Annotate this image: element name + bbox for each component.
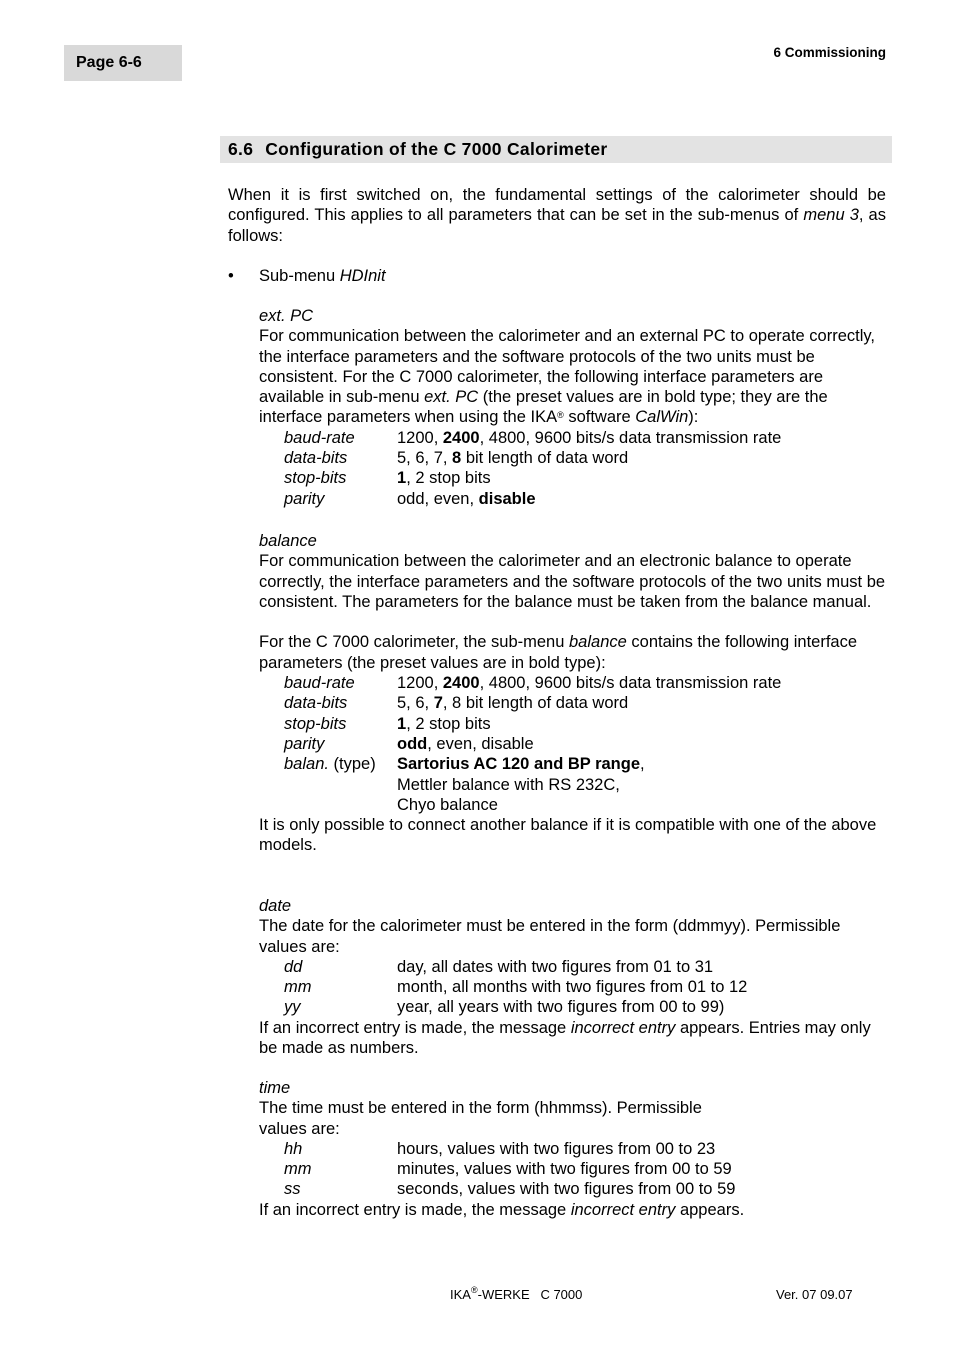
param-key: ss xyxy=(284,1180,301,1199)
footer-version: Ver. 07 09.07 xyxy=(776,1287,853,1302)
ext-pc-ref: ext. PC xyxy=(424,388,479,407)
param-key: mm xyxy=(284,1160,312,1179)
section-heading xyxy=(220,136,892,163)
ext-pc-paragraph xyxy=(259,326,889,427)
date-paragraph: The date for the calorimeter must be entered in the form (ddmmyy). Permissible values are: xyxy=(259,917,841,956)
param-value: Sartorius AC 120 and BP range, xyxy=(397,755,645,774)
param-key: data-bits xyxy=(284,694,348,713)
balance-note: It is only possible to connect another balance if it is compatible with one of the above models. xyxy=(259,816,877,855)
param-value: Chyo balance xyxy=(397,795,498,814)
param-row xyxy=(259,997,889,1017)
balance-type-row xyxy=(259,754,889,774)
param-row xyxy=(259,1139,889,1159)
param-value: 5, 6, 7, 8 bit length of data word xyxy=(397,449,629,468)
ext-pc-text-4: ): xyxy=(688,408,699,427)
param-row xyxy=(259,489,889,509)
param-value: 1, 2 stop bits xyxy=(397,714,491,733)
section-number: 6.6 xyxy=(228,139,254,159)
section-title: Configuration of the C 7000 Calorimeter xyxy=(265,139,608,159)
time-heading: time xyxy=(259,1079,291,1097)
bullet-icon: • xyxy=(228,267,234,285)
balance-text: For the C 7000 calorimeter, the sub-menu xyxy=(259,633,569,652)
param-key: yy xyxy=(284,998,301,1017)
param-key: balan. (type) xyxy=(284,755,376,774)
param-value: odd, even, disable xyxy=(397,734,534,753)
param-value: day, all dates with two figures from 01 to 31 xyxy=(397,957,714,976)
balance-type-row xyxy=(259,775,889,795)
param-key: parity xyxy=(284,734,325,753)
date-heading: date xyxy=(259,897,292,915)
param-value: hours, values with two figures from 00 to 23 xyxy=(397,1139,716,1158)
param-value: 1, 2 stop bits xyxy=(397,469,491,488)
registered-mark: ® xyxy=(557,410,564,421)
param-value: 5, 6, 7, 8 bit length of data word xyxy=(397,694,629,713)
param-value: Mettler balance with RS 232C, xyxy=(397,775,620,794)
param-value: month, all months with two figures from 01 to 12 xyxy=(397,978,748,997)
param-row xyxy=(259,448,889,468)
param-value: 1200, 2400, 4800, 9600 bits/s data transmission rate xyxy=(397,428,782,447)
balance-heading: balance xyxy=(259,532,317,550)
param-value: odd, even, disable xyxy=(397,489,536,508)
intro-text: When it is first switched on, the fundamental settings of the calorimeter should be configured. This applies to all parameters that can be set in the sub-menus of xyxy=(228,186,886,225)
balance-paragraph: For communication between the calorimeter and an electronic balance to operate correctly, the interface parameters and the software protocols of the two units must be consistent. The parameters for the balance must be taken from the balance manual. xyxy=(259,552,886,611)
balance-section xyxy=(259,531,889,856)
param-key: dd xyxy=(284,957,303,976)
time-paragraph-line-2: values are: xyxy=(259,1119,340,1138)
param-value: minutes, values with two figures from 00 to 59 xyxy=(397,1160,732,1179)
param-value: 1200, 2400, 4800, 9600 bits/s data transmission rate xyxy=(397,674,782,693)
param-key: stop-bits xyxy=(284,714,347,733)
param-key: baud-rate xyxy=(284,428,355,447)
balance-text-2: contains the following interface parameters (the preset values are in bold type): xyxy=(259,633,858,672)
param-row xyxy=(259,693,889,713)
param-value: seconds, values with two figures from 00 to 59 xyxy=(397,1180,736,1199)
intro-text-end: , as follows: xyxy=(228,206,886,245)
time-note: If an incorrect entry is made, the message incorrect entry appears. xyxy=(259,1200,745,1219)
param-row xyxy=(259,1159,889,1179)
balance-ref: balance xyxy=(569,633,627,652)
chapter-title: 6 Commissioning xyxy=(773,45,886,60)
software-name: CalWin xyxy=(635,408,689,427)
ext-pc-text: For communication between the calorimeter and an external PC to operate correctly, the interface parameters and the software protocols of the two units must be consistent. For the C 7000 calorimeter, the following interface parameters are available in sub-menu xyxy=(259,327,875,407)
param-row xyxy=(259,1179,889,1199)
param-row xyxy=(259,468,889,488)
param-row xyxy=(259,714,889,734)
ext-pc-text-3: software xyxy=(563,408,636,427)
submenu-name: HDInit xyxy=(339,267,386,285)
param-key: baud-rate xyxy=(284,674,355,693)
param-row xyxy=(259,957,889,977)
ext-pc-section xyxy=(259,306,889,509)
param-key: hh xyxy=(284,1139,303,1158)
param-key: data-bits xyxy=(284,449,348,468)
param-value: year, all years with two figures from 00 to 99) xyxy=(397,998,725,1017)
param-row xyxy=(259,673,889,693)
param-key: mm xyxy=(284,978,312,997)
footer-brand: IKA®-WERKE C 7000 xyxy=(450,1285,583,1302)
intro-paragraph xyxy=(228,185,886,246)
date-section xyxy=(259,896,889,1058)
param-row xyxy=(259,977,889,997)
time-paragraph-line-1: The time must be entered in the form (hhmmss). Permissible xyxy=(259,1099,702,1118)
time-section xyxy=(259,1078,889,1220)
ext-pc-text-2: (the preset values are in bold type; they are the interface parameters when using the IKA xyxy=(259,388,828,427)
balance-type-row xyxy=(259,795,889,815)
intro-menu-ref: menu 3 xyxy=(803,206,859,225)
date-note: If an incorrect entry is made, the message incorrect entry appears. Entries may only be made as numbers. xyxy=(259,1018,871,1058)
submenu-bullet xyxy=(228,266,386,286)
param-key: parity xyxy=(284,489,325,508)
ext-pc-heading: ext. PC xyxy=(259,307,314,325)
bullet-text: Sub-menu xyxy=(259,267,340,285)
page-label: Page 6-6 xyxy=(64,45,182,81)
balance-paragraph-2 xyxy=(259,632,889,673)
param-row xyxy=(259,428,889,448)
param-row xyxy=(259,734,889,754)
param-key: stop-bits xyxy=(284,469,347,488)
